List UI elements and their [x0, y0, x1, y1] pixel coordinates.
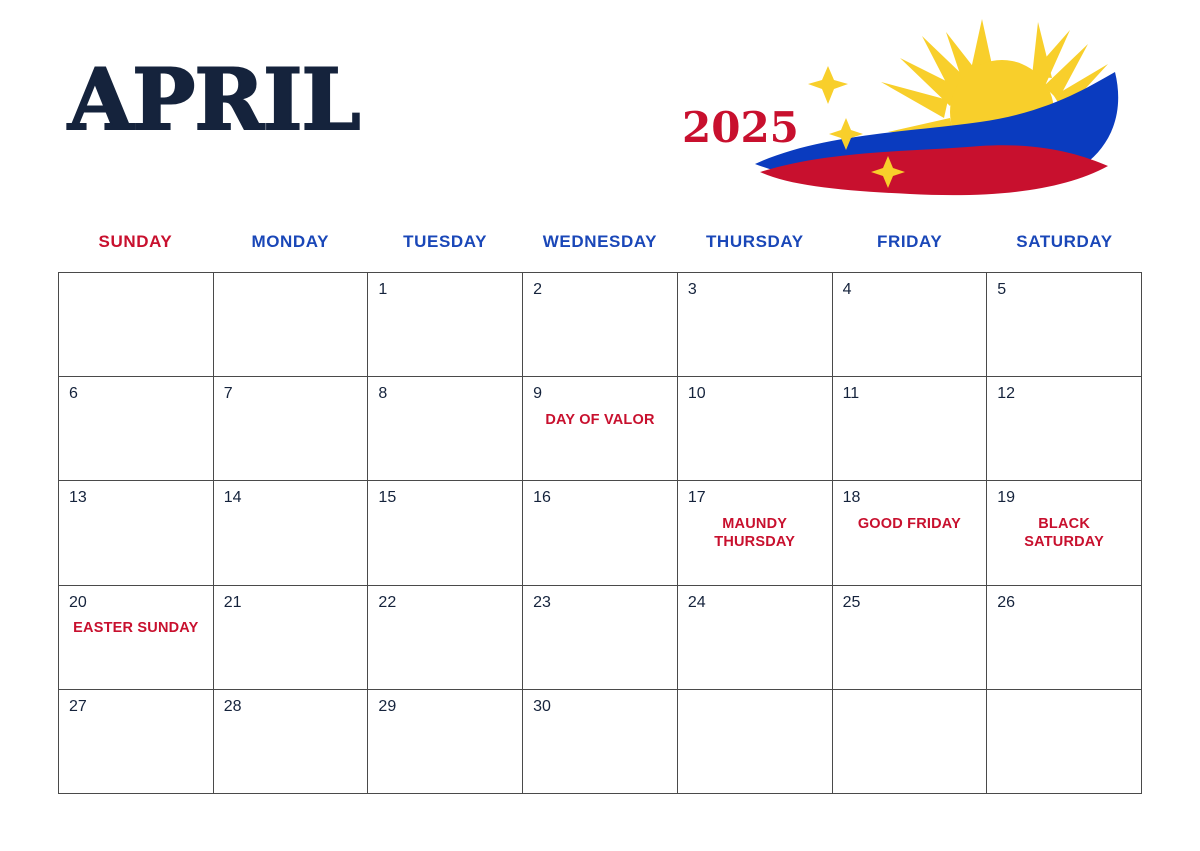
- day-cell[interactable]: [214, 377, 369, 481]
- day-number: 1: [378, 281, 388, 298]
- day-number: 22: [378, 593, 397, 611]
- day-cell[interactable]: [678, 690, 833, 794]
- day-number: 9: [533, 385, 543, 403]
- day-cell[interactable]: [368, 586, 523, 690]
- day-cell[interactable]: [987, 586, 1142, 690]
- day-number: 30: [533, 697, 551, 715]
- calendar-grid: [58, 272, 1142, 794]
- day-cell[interactable]: [523, 690, 678, 794]
- day-cell[interactable]: [368, 690, 523, 794]
- day-cell[interactable]: [833, 690, 988, 794]
- day-cell[interactable]: [833, 481, 988, 585]
- day-cell[interactable]: [59, 481, 214, 585]
- day-cell[interactable]: [59, 377, 214, 481]
- day-number: 18: [842, 489, 861, 507]
- day-cell[interactable]: [833, 377, 988, 481]
- day-cell[interactable]: [987, 690, 1142, 794]
- day-cell[interactable]: [523, 586, 678, 690]
- day-cell[interactable]: [678, 377, 833, 481]
- day-number: 5: [997, 281, 1007, 298]
- weekday-thursday: THURSDAY: [705, 232, 804, 251]
- day-cell[interactable]: [987, 481, 1142, 585]
- day-cell[interactable]: [214, 690, 369, 794]
- day-cell[interactable]: [59, 690, 214, 794]
- day-number: 2: [533, 281, 543, 298]
- day-cell[interactable]: [678, 481, 833, 585]
- day-number: 11: [842, 385, 860, 403]
- day-cell[interactable]: [368, 377, 523, 481]
- day-cell[interactable]: [678, 586, 833, 690]
- day-number: 23: [533, 593, 551, 611]
- day-number: 26: [997, 593, 1016, 611]
- day-cell[interactable]: [833, 273, 988, 377]
- day-number: 24: [687, 593, 706, 611]
- day-event: BLACK SATURDAY: [1024, 515, 1104, 551]
- day-cell[interactable]: [59, 273, 214, 377]
- day-number: 21: [223, 593, 242, 611]
- day-cell[interactable]: [523, 273, 678, 377]
- day-cell[interactable]: [214, 273, 369, 377]
- day-cell[interactable]: [987, 377, 1142, 481]
- day-event: EASTER SUNDAY: [73, 620, 199, 637]
- day-number: 27: [69, 697, 87, 715]
- day-number: 25: [842, 593, 861, 611]
- day-number: 14: [223, 489, 242, 507]
- day-number: 15: [378, 489, 397, 507]
- weekday-header-row: [58, 232, 1142, 252]
- day-cell[interactable]: [833, 586, 988, 690]
- day-number: 10: [687, 385, 706, 403]
- day-number: 20: [69, 593, 87, 611]
- day-number: 6: [69, 385, 78, 403]
- philippine-sun-flag-logo-icon: [660, 14, 1160, 204]
- day-number: 16: [533, 489, 551, 507]
- weekday-wednesday: WEDNESDAY: [542, 232, 658, 251]
- day-number: 28: [223, 697, 242, 715]
- weekday-sunday: SUNDAY: [98, 232, 173, 251]
- day-number: 12: [997, 385, 1016, 403]
- day-number: 8: [378, 385, 388, 403]
- day-cell[interactable]: [214, 481, 369, 585]
- day-cell[interactable]: [987, 273, 1142, 377]
- page-title: APRIL: [68, 50, 360, 149]
- day-cell[interactable]: [214, 586, 369, 690]
- day-event: GOOD FRIDAY: [857, 515, 962, 532]
- day-number: 17: [687, 489, 706, 507]
- day-cell[interactable]: [59, 586, 214, 690]
- day-number: 3: [687, 281, 697, 298]
- weekday-saturday: SATURDAY: [1016, 232, 1113, 251]
- day-cell[interactable]: [368, 481, 523, 585]
- day-event: DAY OF VALOR: [545, 411, 655, 428]
- day-cell[interactable]: [678, 273, 833, 377]
- weekday-tuesday: TUESDAY: [403, 232, 488, 251]
- day-cell[interactable]: [523, 481, 678, 585]
- day-cell[interactable]: [368, 273, 523, 377]
- calendar-header: [0, 0, 1200, 215]
- day-number: 13: [69, 489, 87, 507]
- weekday-friday: FRIDAY: [876, 232, 943, 251]
- year-label-svg: 2025: [682, 103, 799, 152]
- day-number: 29: [378, 697, 397, 715]
- day-event: MAUNDY THURSDAY: [714, 515, 796, 551]
- day-number: 19: [997, 489, 1016, 507]
- day-cell[interactable]: [523, 377, 678, 481]
- weekday-monday: MONDAY: [251, 232, 330, 251]
- day-number: 4: [842, 281, 852, 298]
- day-number: 7: [223, 385, 233, 403]
